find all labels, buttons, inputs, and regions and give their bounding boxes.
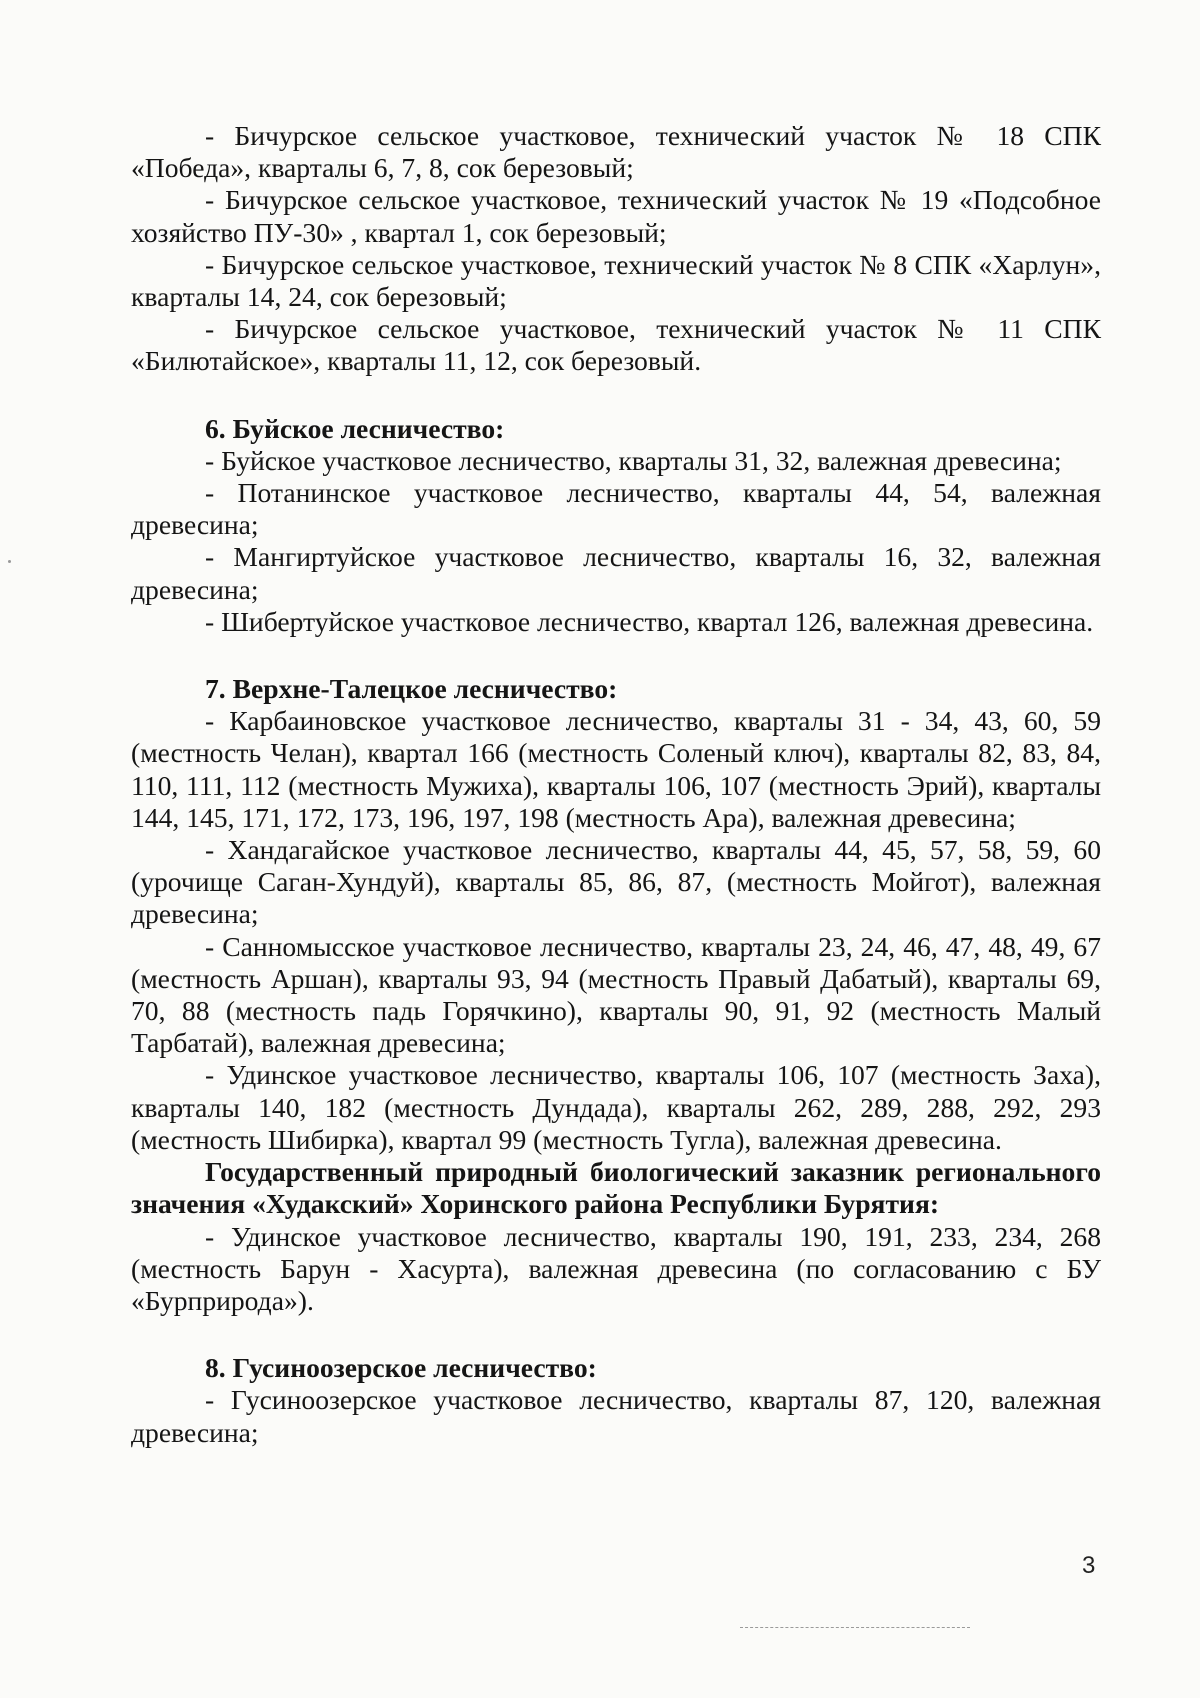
section-heading-gusinoozerskoe: 8. Гусиноозерское лесничество: [205,1352,597,1384]
scan-artifact-dot [8,560,11,563]
section-heading-verkhne-taletskoe: 7. Верхне-Талецкое лесничество: [205,673,618,705]
paragraph-karbainovskoe: - Карбаиновское участковое лесничество, кварталы 31 - 34, 43, 60, 59 (местность Челан), квартал 166 (местность Соленый ключ), кварталы 82, 83, 84, 110, 111, 112 (местность Мужиха), кварталы 106, 107 (местность Эрий), кварталы 144, 145, 171, 172, 173, 196, 197, 198 (местность Ара), валежная древесина; [131,705,1101,833]
paragraph-udinskoe: - Удинское участковое лесничество, кварталы 106, 107 (местность Заха), кварталы 140, 182 (местность Дундада), кварталы 262, 289, 288, 292, 293 (местность Шибирка), квартал 99 (местность Тугла), валежная древесина. [131,1059,1101,1155]
paragraph-potaninskoe: - Потанинское участковое лесничество, кварталы 44, 54, валежная древесина; [131,477,1101,541]
paragraph-bichura-11: - Бичурское сельское участковое, технический участок № 11 СПК «Билютайское», кварталы 11, 12, сок березовый. [131,313,1101,377]
paragraph-buiskoe: - Буйское участковое лесничество, кварталы 31, 32, валежная древесина; [205,444,1062,476]
scan-artifact-line [740,1627,970,1628]
paragraph-khandagaiskoe: - Хандагайское участковое лесничество, кварталы 44, 45, 57, 58, 59, 60 (урочище Саган-Хундуй), кварталы 85, 86, 87, (местность Мойгот), валежная древесина; [131,834,1101,930]
section-heading-buiskoe: 6. Буйское лесничество: [205,412,505,444]
reserve-heading-khudakskii: Государственный природный биологический заказник регионального значения «Худакский» Хоринского района Республики Бурятия: [131,1156,1101,1220]
paragraph-bichura-19: - Бичурское сельское участковое, технический участок № 19 «Подсобное хозяйство ПУ-30» , квартал 1, сок березовый; [131,184,1101,248]
document-body [131,120,1101,1449]
page-number: 3 [1082,1552,1096,1579]
paragraph-sannomysskoe: - Санномысское участковое лесничество, кварталы 23, 24, 46, 47, 48, 49, 67 (местность Аршан), кварталы 93, 94 (местность Правый Дабатый), кварталы 69, 70, 88 (местность падь Горячкино), кварталы 90, 91, 92 (местность Малый Тарбатай), валежная древесина; [131,930,1101,1059]
paragraph-bichura-8: - Бичурское сельское участковое, технический участок № 8 СПК «Харлун», кварталы 14, 24, сок березовый; [131,248,1101,313]
paragraph-bichura-18: - Бичурское сельское участковое, технический участок № 18 СПК «Победа», кварталы 6, 7, 8, сок березовый; [131,120,1101,184]
paragraph-gusinoozerskoe: - Гусиноозерское участковое лесничество, кварталы 87, 120, валежная древесина; [131,1384,1101,1448]
paragraph-mangirtuiskoe: - Мангиртуйское участковое лесничество, кварталы 16, 32, валежная древесина; [131,541,1101,605]
paragraph-udinskoe-reserve: - Удинское участковое лесничество, кварталы 190, 191, 233, 234, 268 (местность Барун - Хасурта), валежная древесина (по согласованию с БУ «Бурприрода»). [131,1220,1101,1316]
paragraph-shibertuiskoe: - Шибертуйское участковое лесничество, квартал 126, валежная древесина. [205,605,1094,637]
